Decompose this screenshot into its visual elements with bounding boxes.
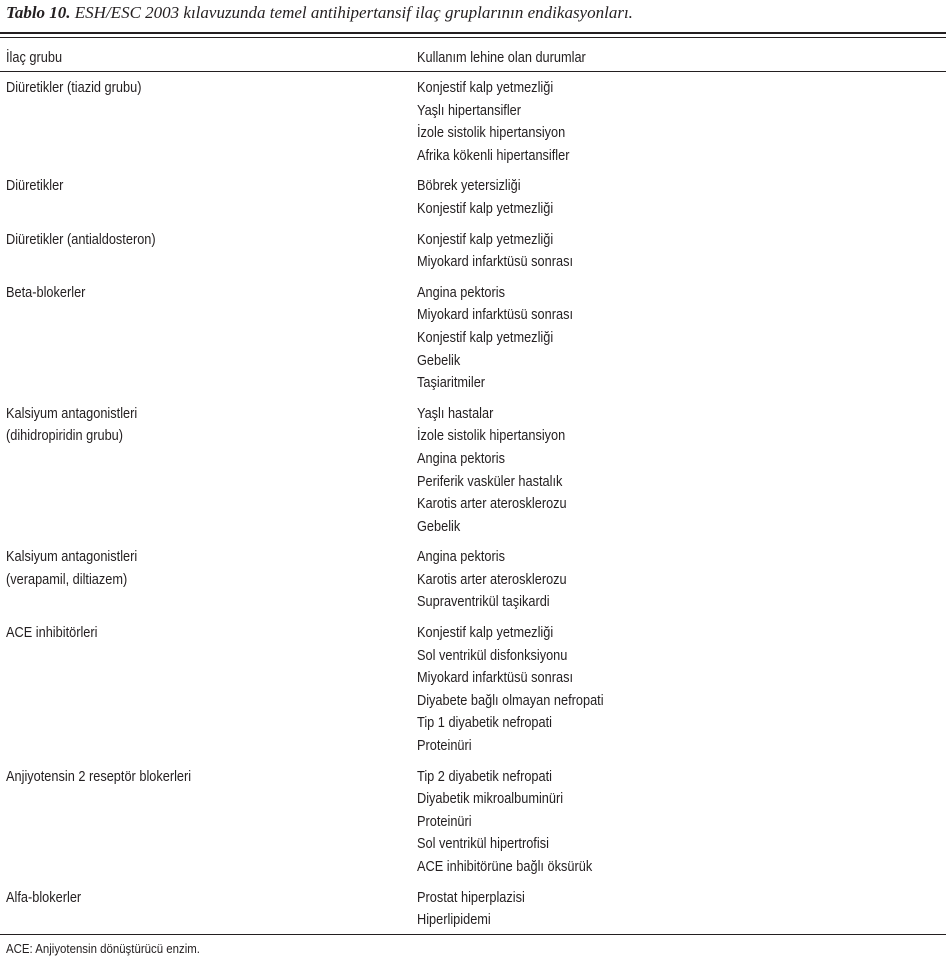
drug-group-cell	[0, 546, 417, 614]
indication-item: Angina pektoris	[417, 284, 505, 301]
indication-item: Karotis arter aterosklerozu	[417, 496, 567, 513]
indication-item: Gebelik	[417, 352, 461, 369]
column-header-drug-group: İlaç grubu	[6, 50, 63, 66]
drug-group-cell	[0, 766, 417, 879]
bottom-rule	[0, 934, 946, 935]
indication-item: Konjestif kalp yetmezliği	[417, 625, 554, 642]
indication-item: Angina pektoris	[417, 450, 505, 467]
table-caption: ESH/ESC 2003 kılavuzunda temel antihipertansif ilaç gruplarının endikasyonları.	[70, 3, 633, 22]
table-row	[0, 403, 946, 539]
indication-item: Diyabete bağlı olmayan nefropati	[417, 692, 604, 709]
indication-item: Afrika kökenli hipertansifler	[417, 147, 570, 164]
indication-item: İzole sistolik hipertansiyon	[417, 428, 566, 445]
indication-item: Angina pektoris	[417, 549, 505, 566]
drug-group-cell	[0, 887, 417, 932]
indication-item: Sol ventrikül hipertrofisi	[417, 836, 549, 853]
table-row	[0, 282, 946, 395]
indications-cell	[417, 282, 946, 395]
indication-item: Proteinüri	[417, 813, 472, 830]
indication-item: Konjestif kalp yetmezliği	[417, 200, 554, 217]
indication-item: Periferik vasküler hastalık	[417, 473, 563, 490]
top-rule	[0, 32, 946, 34]
table-number: Tablo 10.	[6, 3, 71, 22]
drug-group-line: Alfa-blokerler	[6, 889, 82, 906]
drug-group-line: Diüretikler (antialdosteron)	[6, 231, 156, 248]
table-row	[0, 77, 946, 167]
indications-cell	[417, 175, 946, 220]
drug-group-line: Diüretikler (tiazid grubu)	[6, 80, 142, 96]
indication-item: Gebelik	[417, 518, 461, 535]
header-rule	[0, 71, 946, 72]
indication-item: Miyokard infarktüsü sonrası	[417, 670, 574, 687]
indications-cell	[417, 229, 946, 274]
indication-item: Prostat hiperplazisi	[417, 889, 525, 906]
drug-group-cell	[0, 403, 417, 539]
indications-cell	[417, 403, 946, 539]
drug-group-cell	[0, 175, 417, 220]
indication-item: Yaşlı hastalar	[417, 405, 494, 422]
table-body	[0, 77, 946, 932]
indications-cell	[417, 546, 946, 614]
drug-group-cell	[0, 77, 417, 167]
indication-item: Sol ventrikül disfonksiyonu	[417, 647, 568, 664]
table-row	[0, 887, 946, 932]
table-row	[0, 546, 946, 614]
drug-group-cell	[0, 229, 417, 274]
indication-item: Miyokard infarktüsü sonrası	[417, 254, 574, 271]
indication-item: Tip 2 diyabetik nefropati	[417, 768, 553, 785]
indications-cell	[417, 77, 946, 167]
drug-group-line: Beta-blokerler	[6, 284, 86, 301]
table-row	[0, 622, 946, 758]
indication-item: Miyokard infarktüsü sonrası	[417, 307, 574, 324]
indication-item: Yaşlı hipertansifler	[417, 102, 522, 119]
indication-item: Konjestif kalp yetmezliği	[417, 80, 554, 96]
indication-item: Karotis arter aterosklerozu	[417, 571, 567, 588]
indication-item: ACE inhibitörüne bağlı öksürük	[417, 859, 593, 875]
indication-item: Proteinüri	[417, 738, 472, 755]
drug-group-cell	[0, 282, 417, 395]
indication-item: Taşiaritmiler	[417, 375, 486, 392]
indication-item: Hiperlipidemi	[417, 912, 491, 929]
drug-group-line: (dihidropiridin grubu)	[6, 428, 124, 445]
indication-item: Diyabetik mikroalbuminüri	[417, 791, 564, 808]
table-row	[0, 175, 946, 220]
indication-item: İzole sistolik hipertansiyon	[417, 125, 566, 142]
column-header-indications: Kullanım lehine olan durumlar	[417, 50, 586, 66]
drug-group-line: Diüretikler	[6, 178, 64, 195]
indication-item: Böbrek yetersizliği	[417, 178, 521, 195]
drug-group-cell	[0, 622, 417, 758]
drug-group-line: ACE inhibitörleri	[6, 625, 98, 642]
indication-item: Konjestif kalp yetmezliği	[417, 329, 554, 346]
table-row	[0, 766, 946, 879]
indications-cell	[417, 887, 946, 932]
table-row	[0, 229, 946, 274]
indication-item: Konjestif kalp yetmezliği	[417, 231, 554, 248]
indication-item: Supraventrikül taşikardi	[417, 594, 550, 611]
indication-item: Tip 1 diyabetik nefropati	[417, 715, 553, 732]
indications-cell	[417, 622, 946, 758]
top-rule-thin	[0, 37, 946, 38]
drug-group-line: Kalsiyum antagonistleri	[6, 405, 138, 422]
drug-group-line: Kalsiyum antagonistleri	[6, 549, 138, 566]
table-title	[6, 2, 906, 24]
drug-group-line: (verapamil, diltiazem)	[6, 571, 128, 588]
indications-cell	[417, 766, 946, 879]
drug-group-line: Anjiyotensin 2 reseptör blokerleri	[6, 768, 192, 785]
footnote: ACE: Anjiyotensin dönüştürücü enzim.	[6, 941, 200, 956]
